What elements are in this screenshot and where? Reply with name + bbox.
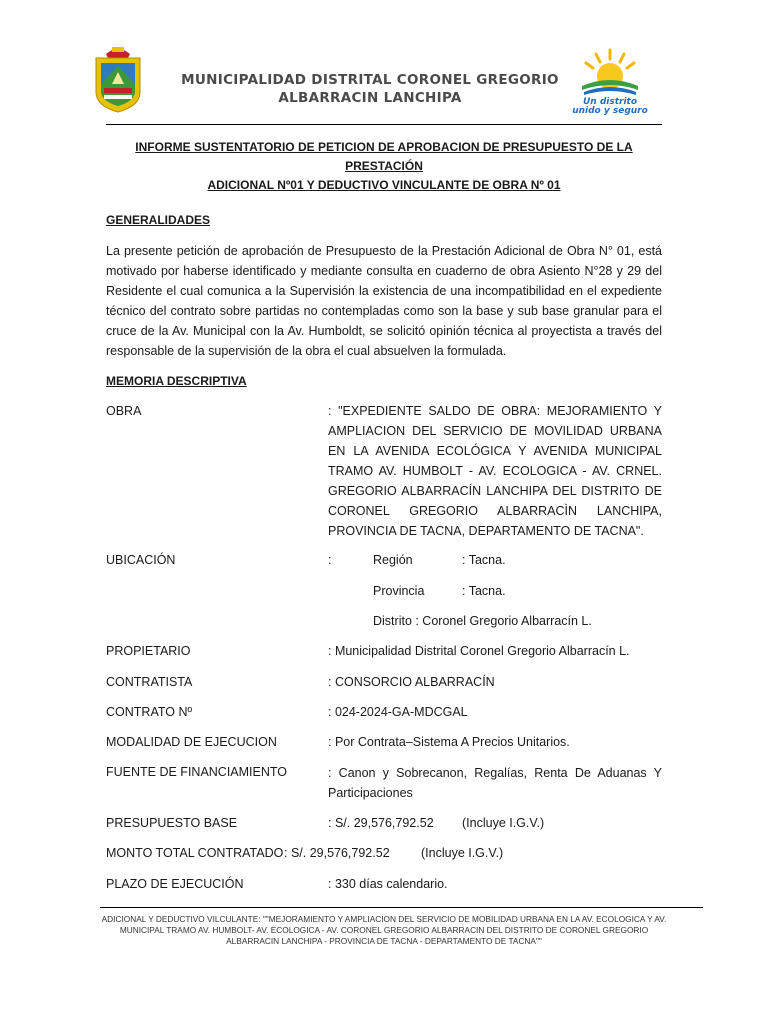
monto-label: MONTO TOTAL CONTRATADO (106, 846, 284, 860)
svg-text:unido y seguro: unido y seguro (572, 106, 648, 116)
presupuesto-value: : S/. 29,576,792.52 (328, 816, 434, 830)
monto-value: : S/. 29,576,792.52 (284, 846, 390, 860)
district-slogan-logo (570, 46, 650, 116)
footer-text: ADICIONAL Y DEDUCTIVO VILCULANTE: ""MEJORAMIENTO Y AMPLIACION DEL SERVICIO DE MOBILIDAD URBANA EN LA AV. ECOLOGICA Y AV. MUNICIPAL TRAMO AV. HUMBOLT- AV. ECOLOGICA - AV. CORONEL GREGORIO ALBARRACIN DEL DISTRITO DE CORONEL GREGORIO ALBARRACIN LANCHIPA - PROVINCIA DE TACNA - DEPARTAMENTO DE TACNA"" (101, 914, 667, 946)
provincia-label: Provincia (373, 584, 425, 598)
region-label: Región (373, 553, 413, 567)
document-title-line1: INFORME SUSTENTATORIO DE PETICION DE APROBACION DE PRESUPUESTO DE LA PRESTACIÓN (135, 140, 633, 173)
propietario-value: : Municipalidad Distrital Coronel Gregorio Albarracín L. (328, 644, 630, 658)
document-title (106, 138, 662, 195)
contratista-label: CONTRATISTA (106, 675, 193, 689)
municipality-name-line2: ALBARRACIN LANCHIPA (278, 90, 462, 106)
footer-divider (100, 907, 703, 908)
monto-note: (Incluye I.G.V.) (421, 846, 504, 860)
presupuesto-note: (Incluye I.G.V.) (462, 816, 545, 830)
generalidades-heading: GENERALIDADES (106, 213, 211, 227)
fuente-label: FUENTE DE FINANCIAMIENTO (106, 765, 288, 779)
modalidad-value: : Por Contrata–Sistema A Precios Unitarios. (328, 735, 570, 749)
municipal-shield-logo (92, 44, 144, 114)
memoria-heading: MEMORIA DESCRIPTIVA (106, 374, 247, 388)
contrato-label: CONTRATO Nº (106, 705, 193, 719)
provincia-value: : Tacna. (462, 584, 506, 598)
contrato-value: : 024-2024-GA-MDCGAL (328, 705, 468, 719)
obra-label: OBRA (106, 404, 142, 418)
ubicacion-colon: : (328, 553, 332, 567)
obra-value: : "EXPEDIENTE SALDO DE OBRA: MEJORAMIENTO Y AMPLIACION DEL SERVICIO DE MOVILIDAD URBANA EN LA AVENIDA ECOLÓGICA Y AVENIDA MUNICIPAL TRAMO AV. HUMBOLT - AV. ECOLOGICA - AV. CRNEL. GREGORIO ALBARRACÍN LANCHIPA DEL DISTRITO DE CORONEL GREGORIO ALBARRACÌN LANCHIPA, PROVINCIA DE TACNA, DEPARTAMENTO DE TACNA". (328, 404, 662, 538)
ubicacion-label: UBICACIÓN (106, 553, 176, 567)
contratista-value: : CONSORCIO ALBARRACÍN (328, 675, 495, 689)
document-title-line2: ADICIONAL Nº01 Y DEDUCTIVO VINCULANTE DE OBRA Nº 01 (207, 178, 561, 192)
svg-text:Un distrito: Un distrito (582, 97, 638, 107)
propietario-label: PROPIETARIO (106, 644, 191, 658)
generalidades-paragraph: La presente petición de aprobación de Presupuesto de la Prestación Adicional de Obra N° 01, está motivado por haberse identificado y mediante consulta en cuaderno de obra Asiento N°28 y 29 del Residente el cual comunica a la Supervisión la existencia de una incompatibilidad en el expediente técnico del contrato sobre partidas no contempladas como son la base y sub base granular para el cruce de la Av. Municipal con la Av. Humboldt, se solicitó opinión técnica al proyectista a través del responsable de la supervisión de la obra el cual absuelven la formulada. (106, 244, 662, 358)
presupuesto-label: PRESUPUESTO BASE (106, 816, 238, 830)
plazo-label: PLAZO DE EJECUCIÓN (106, 877, 244, 891)
distrito-text: Distrito : Coronel Gregorio Albarracín L. (373, 614, 592, 628)
municipality-name-line1: MUNICIPALIDAD DISTRITAL CORONEL GREGORIO (181, 72, 559, 88)
modalidad-label: MODALIDAD DE EJECUCION (106, 735, 277, 749)
header-divider (106, 124, 662, 125)
fuente-value: : Canon y Sobrecanon, Regalías, Renta De Aduanas Y Participaciones (328, 766, 662, 800)
region-value: : Tacna. (462, 553, 506, 567)
municipality-name (160, 71, 580, 107)
plazo-value: : 330 días calendario. (328, 877, 448, 891)
